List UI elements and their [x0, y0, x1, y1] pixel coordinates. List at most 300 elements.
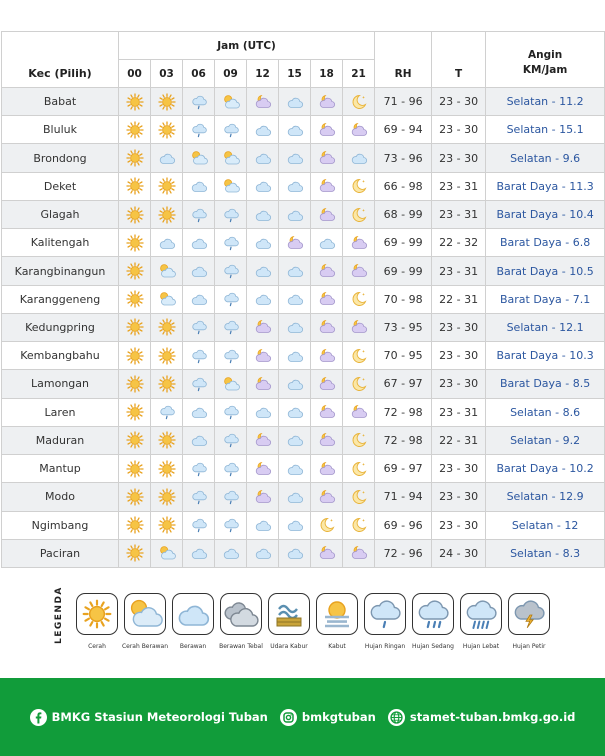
moon-icon — [343, 290, 374, 308]
header-hour: 03 — [151, 60, 183, 88]
forecast-cell — [247, 200, 279, 228]
forecast-cell — [247, 144, 279, 172]
facebook-link[interactable] — [30, 709, 268, 726]
cloud-icon — [279, 375, 310, 393]
forecast-cell — [343, 285, 375, 313]
cloud-sun-icon — [151, 544, 182, 562]
district-name[interactable]: Brondong — [2, 144, 119, 172]
wind-value: Selatan - 12.9 — [486, 483, 605, 511]
forecast-cell — [343, 313, 375, 341]
forecast-cell — [151, 511, 183, 539]
cloud-icon — [247, 177, 278, 195]
forecast-cell — [279, 370, 311, 398]
sun-icon — [119, 403, 150, 421]
legend-item — [266, 593, 312, 650]
sun-icon — [119, 121, 150, 139]
facebook-icon — [30, 709, 47, 726]
forecast-cell — [279, 398, 311, 426]
header-hour: 18 — [311, 60, 343, 88]
weather-legend — [48, 586, 568, 660]
forecast-cell — [311, 511, 343, 539]
forecast-cell — [183, 200, 215, 228]
wind-value: Barat Daya - 11.3 — [486, 172, 605, 200]
forecast-cell — [151, 88, 183, 116]
forecast-cell — [119, 144, 151, 172]
cloud-night-icon — [311, 177, 342, 195]
instagram-icon — [280, 709, 297, 726]
cloud-icon — [247, 516, 278, 534]
cloud-night-icon — [279, 234, 310, 252]
table-row — [2, 342, 605, 370]
district-name[interactable]: Paciran — [2, 539, 119, 567]
district-name[interactable]: Glagah — [2, 200, 119, 228]
cloud-rain-icon — [183, 347, 214, 365]
cloud-night-icon — [247, 347, 278, 365]
table-row — [2, 426, 605, 454]
forecast-table — [1, 31, 605, 568]
cloud-sun-icon — [183, 149, 214, 167]
legend-item — [314, 593, 360, 650]
legend-item — [458, 593, 504, 650]
legend-label: Kabut — [328, 643, 346, 650]
moon-icon — [343, 93, 374, 111]
header-kec[interactable]: Kec (Pilih) — [2, 32, 119, 88]
district-name[interactable]: Lamongan — [2, 370, 119, 398]
cloud-night-icon — [343, 121, 374, 139]
sun-icon — [151, 460, 182, 478]
temperature-value: 23 - 31 — [432, 257, 486, 285]
forecast-cell — [311, 539, 343, 567]
cloud-icon — [247, 544, 278, 562]
forecast-cell — [279, 144, 311, 172]
forecast-cell — [183, 483, 215, 511]
cloud-thick-icon — [220, 593, 262, 635]
cloud-sun-icon — [124, 593, 166, 635]
cloud-night-icon — [311, 206, 342, 224]
header-wind-line1: Angin — [527, 48, 563, 61]
cloud-night-icon — [311, 93, 342, 111]
rh-value: 73 - 95 — [375, 313, 432, 341]
forecast-cell — [311, 172, 343, 200]
table-row — [2, 144, 605, 172]
forecast-cell — [279, 229, 311, 257]
table-row — [2, 511, 605, 539]
cloud-icon — [172, 593, 214, 635]
forecast-body — [2, 88, 605, 568]
cloud-sun-icon — [151, 290, 182, 308]
forecast-cell — [215, 342, 247, 370]
wind-value: Barat Daya - 10.2 — [486, 455, 605, 483]
forecast-cell — [247, 257, 279, 285]
forecast-cell — [183, 426, 215, 454]
cloud-icon — [247, 149, 278, 167]
legend-item — [410, 593, 456, 650]
fog-icon — [316, 593, 358, 635]
forecast-cell — [311, 455, 343, 483]
sun-icon — [76, 593, 118, 635]
legend-item — [122, 593, 168, 650]
header-hour: 06 — [183, 60, 215, 88]
forecast-cell — [311, 370, 343, 398]
instagram-link[interactable] — [280, 709, 376, 726]
temperature-value: 23 - 30 — [432, 370, 486, 398]
cloud-night-icon — [247, 375, 278, 393]
forecast-cell — [151, 285, 183, 313]
sun-icon — [119, 431, 150, 449]
cloud-icon — [279, 347, 310, 365]
rh-value: 73 - 96 — [375, 144, 432, 172]
forecast-cell — [183, 313, 215, 341]
forecast-cell — [279, 200, 311, 228]
wind-value: Barat Daya - 10.3 — [486, 342, 605, 370]
forecast-cell — [279, 455, 311, 483]
forecast-cell — [311, 88, 343, 116]
forecast-cell — [119, 426, 151, 454]
cloud-night-icon — [311, 318, 342, 336]
forecast-cell — [215, 257, 247, 285]
rh-value: 69 - 96 — [375, 511, 432, 539]
header-jam-utc: Jam (UTC) — [119, 32, 375, 60]
moon-icon — [343, 347, 374, 365]
forecast-cell — [343, 370, 375, 398]
cloud-sun-icon — [215, 149, 246, 167]
table-row — [2, 116, 605, 144]
legend-item — [170, 593, 216, 650]
cloud-icon — [183, 403, 214, 421]
forecast-cell — [151, 455, 183, 483]
forecast-cell — [215, 539, 247, 567]
table-row — [2, 370, 605, 398]
forecast-cell — [279, 172, 311, 200]
cloud-rain-icon — [215, 262, 246, 280]
cloud-icon — [247, 290, 278, 308]
forecast-cell — [343, 455, 375, 483]
district-name[interactable]: Mantup — [2, 455, 119, 483]
wind-value: Selatan - 8.3 — [486, 539, 605, 567]
forecast-cell — [215, 511, 247, 539]
temperature-value: 23 - 31 — [432, 172, 486, 200]
forecast-cell — [311, 313, 343, 341]
rh-value: 69 - 99 — [375, 257, 432, 285]
cloud-night-icon — [311, 149, 342, 167]
cloud-night-icon — [343, 262, 374, 280]
header-hour: 21 — [343, 60, 375, 88]
sun-icon — [119, 347, 150, 365]
cloud-night-icon — [247, 460, 278, 478]
cloud-icon — [215, 544, 246, 562]
forecast-cell — [215, 370, 247, 398]
header-wind — [486, 32, 605, 88]
cloud-icon — [279, 93, 310, 111]
forecast-cell — [311, 342, 343, 370]
forecast-cell — [279, 342, 311, 370]
moon-icon — [343, 177, 374, 195]
forecast-cell — [151, 116, 183, 144]
district-name[interactable]: Bluluk — [2, 116, 119, 144]
table-row — [2, 229, 605, 257]
forecast-cell — [151, 200, 183, 228]
temperature-value: 23 - 30 — [432, 144, 486, 172]
cloud-rain-icon — [215, 290, 246, 308]
cloud-rain-icon — [215, 460, 246, 478]
table-row — [2, 285, 605, 313]
cloud-icon — [279, 460, 310, 478]
sun-icon — [151, 206, 182, 224]
cloud-night-icon — [311, 488, 342, 506]
forecast-cell — [279, 257, 311, 285]
cloud-rain-icon — [183, 206, 214, 224]
forecast-cell — [279, 285, 311, 313]
cloud-night-icon — [247, 93, 278, 111]
forecast-cell — [279, 116, 311, 144]
forecast-cell — [183, 342, 215, 370]
forecast-cell — [183, 88, 215, 116]
legend-item — [506, 593, 552, 650]
website-link[interactable] — [388, 709, 576, 726]
forecast-cell — [247, 483, 279, 511]
cloud-night-icon — [311, 431, 342, 449]
wind-value: Selatan - 8.6 — [486, 398, 605, 426]
district-name[interactable]: Kembangbahu — [2, 342, 119, 370]
forecast-cell — [343, 144, 375, 172]
sun-icon — [119, 93, 150, 111]
cloud-rain-icon — [183, 93, 214, 111]
forecast-cell — [247, 285, 279, 313]
legend-title: LEGENDA — [54, 586, 64, 644]
forecast-cell — [343, 511, 375, 539]
cloud-icon — [183, 431, 214, 449]
temperature-value: 23 - 31 — [432, 398, 486, 426]
forecast-cell — [119, 200, 151, 228]
sun-icon — [151, 488, 182, 506]
wind-value: Selatan - 12 — [486, 511, 605, 539]
cloud-icon — [247, 262, 278, 280]
forecast-cell — [151, 398, 183, 426]
legend-item — [218, 593, 264, 650]
forecast-cell — [215, 455, 247, 483]
table-row — [2, 539, 605, 567]
cloud-night-icon — [311, 375, 342, 393]
rh-value: 69 - 94 — [375, 116, 432, 144]
wind-value: Selatan - 11.2 — [486, 88, 605, 116]
forecast-cell — [343, 116, 375, 144]
forecast-cell — [343, 229, 375, 257]
cloud-icon — [247, 121, 278, 139]
forecast-cell — [183, 172, 215, 200]
forecast-cell — [247, 229, 279, 257]
cloud-night-icon — [311, 290, 342, 308]
forecast-cell — [343, 539, 375, 567]
sun-icon — [151, 318, 182, 336]
forecast-cell — [247, 539, 279, 567]
forecast-cell — [215, 172, 247, 200]
haze-icon — [268, 593, 310, 635]
cloud-night-icon — [311, 347, 342, 365]
forecast-cell — [247, 398, 279, 426]
cloud-night-icon — [343, 318, 374, 336]
temperature-value: 23 - 30 — [432, 342, 486, 370]
forecast-cell — [311, 229, 343, 257]
forecast-cell — [183, 370, 215, 398]
forecast-cell — [183, 285, 215, 313]
moon-icon — [343, 516, 374, 534]
forecast-cell — [119, 483, 151, 511]
cloud-night-icon — [247, 488, 278, 506]
rh-value: 67 - 97 — [375, 370, 432, 398]
cloud-icon — [279, 403, 310, 421]
rh-value: 68 - 99 — [375, 200, 432, 228]
forecast-cell — [183, 398, 215, 426]
cloud-icon — [183, 234, 214, 252]
forecast-cell — [311, 144, 343, 172]
district-name[interactable]: Karangbinangun — [2, 257, 119, 285]
district-name[interactable]: Laren — [2, 398, 119, 426]
cloud-icon — [279, 177, 310, 195]
temperature-value: 22 - 31 — [432, 285, 486, 313]
rh-value: 72 - 98 — [375, 398, 432, 426]
sun-icon — [151, 121, 182, 139]
wind-value: Selatan - 12.1 — [486, 313, 605, 341]
wind-value: Selatan - 9.6 — [486, 144, 605, 172]
rain-light-icon — [364, 593, 406, 635]
rh-value: 72 - 96 — [375, 539, 432, 567]
forecast-cell — [183, 116, 215, 144]
cloud-icon — [151, 149, 182, 167]
forecast-cell — [247, 342, 279, 370]
forecast-cell — [183, 257, 215, 285]
cloud-rain-icon — [183, 318, 214, 336]
cloud-icon — [279, 262, 310, 280]
cloud-night-icon — [311, 460, 342, 478]
district-name[interactable]: Kalitengah — [2, 229, 119, 257]
cloud-night-icon — [343, 544, 374, 562]
cloud-night-icon — [247, 431, 278, 449]
district-name[interactable]: Modo — [2, 483, 119, 511]
table-row — [2, 455, 605, 483]
wind-value: Barat Daya - 10.5 — [486, 257, 605, 285]
moon-icon — [343, 206, 374, 224]
cloud-rain-icon — [215, 206, 246, 224]
moon-icon — [343, 460, 374, 478]
cloud-sun-icon — [215, 375, 246, 393]
temperature-value: 23 - 30 — [432, 88, 486, 116]
sun-icon — [119, 290, 150, 308]
district-name[interactable]: Karanggeneng — [2, 285, 119, 313]
legend-label: Hujan Petir — [512, 643, 546, 650]
cloud-icon — [343, 149, 374, 167]
forecast-cell — [119, 172, 151, 200]
sun-icon — [119, 234, 150, 252]
district-name[interactable]: Deket — [2, 172, 119, 200]
cloud-icon — [247, 206, 278, 224]
cloud-icon — [279, 488, 310, 506]
forecast-cell — [279, 539, 311, 567]
cloud-icon — [279, 544, 310, 562]
forecast-cell — [215, 200, 247, 228]
moon-icon — [343, 431, 374, 449]
rh-value: 69 - 99 — [375, 229, 432, 257]
cloud-rain-icon — [183, 121, 214, 139]
temperature-value: 23 - 30 — [432, 455, 486, 483]
district-name[interactable]: Ngimbang — [2, 511, 119, 539]
table-row — [2, 88, 605, 116]
forecast-cell — [119, 455, 151, 483]
temperature-value: 23 - 30 — [432, 313, 486, 341]
sun-icon — [151, 347, 182, 365]
table-row — [2, 257, 605, 285]
website-text: stamet-tuban.bmkg.go.id — [409, 710, 576, 724]
forecast-cell — [247, 313, 279, 341]
legend-label: Hujan Ringan — [364, 643, 406, 650]
globe-icon — [388, 709, 405, 726]
sun-icon — [119, 460, 150, 478]
forecast-cell — [279, 483, 311, 511]
legend-label: Hujan Lebat — [462, 643, 500, 650]
district-name[interactable]: Babat — [2, 88, 119, 116]
forecast-cell — [247, 172, 279, 200]
forecast-cell — [343, 426, 375, 454]
forecast-cell — [343, 483, 375, 511]
forecast-cell — [183, 455, 215, 483]
forecast-cell — [311, 200, 343, 228]
sun-icon — [151, 375, 182, 393]
cloud-night-icon — [311, 544, 342, 562]
forecast-cell — [151, 426, 183, 454]
rh-value: 71 - 94 — [375, 483, 432, 511]
table-row — [2, 172, 605, 200]
cloud-icon — [183, 262, 214, 280]
forecast-cell — [151, 539, 183, 567]
forecast-cell — [247, 116, 279, 144]
forecast-cell — [183, 511, 215, 539]
header-hour: 09 — [215, 60, 247, 88]
cloud-rain-icon — [215, 488, 246, 506]
header-hour: 15 — [279, 60, 311, 88]
cloud-icon — [247, 403, 278, 421]
wind-value: Barat Daya - 10.4 — [486, 200, 605, 228]
cloud-icon — [279, 206, 310, 224]
forecast-cell — [151, 257, 183, 285]
table-row — [2, 483, 605, 511]
forecast-cell — [215, 229, 247, 257]
forecast-cell — [119, 342, 151, 370]
forecast-cell — [215, 116, 247, 144]
cloud-night-icon — [343, 234, 374, 252]
cloud-rain-icon — [183, 488, 214, 506]
cloud-icon — [247, 234, 278, 252]
forecast-cell — [311, 398, 343, 426]
sun-icon — [119, 262, 150, 280]
legend-label: Udara Kabur — [270, 643, 308, 650]
facebook-text: BMKG Stasiun Meteorologi Tuban — [51, 710, 268, 724]
district-name[interactable]: Kedungpring — [2, 313, 119, 341]
forecast-cell — [215, 144, 247, 172]
forecast-cell — [279, 313, 311, 341]
forecast-cell — [247, 426, 279, 454]
cloud-rain-icon — [215, 318, 246, 336]
district-name[interactable]: Maduran — [2, 426, 119, 454]
cloud-sun-icon — [151, 262, 182, 280]
forecast-cell — [215, 426, 247, 454]
wind-value: Selatan - 15.1 — [486, 116, 605, 144]
header-wind-line2: KM/Jam — [522, 63, 568, 76]
cloud-rain-icon — [183, 516, 214, 534]
forecast-cell — [151, 229, 183, 257]
cloud-rain-icon — [183, 375, 214, 393]
forecast-cell — [279, 88, 311, 116]
header-hour: 12 — [247, 60, 279, 88]
cloud-icon — [279, 121, 310, 139]
